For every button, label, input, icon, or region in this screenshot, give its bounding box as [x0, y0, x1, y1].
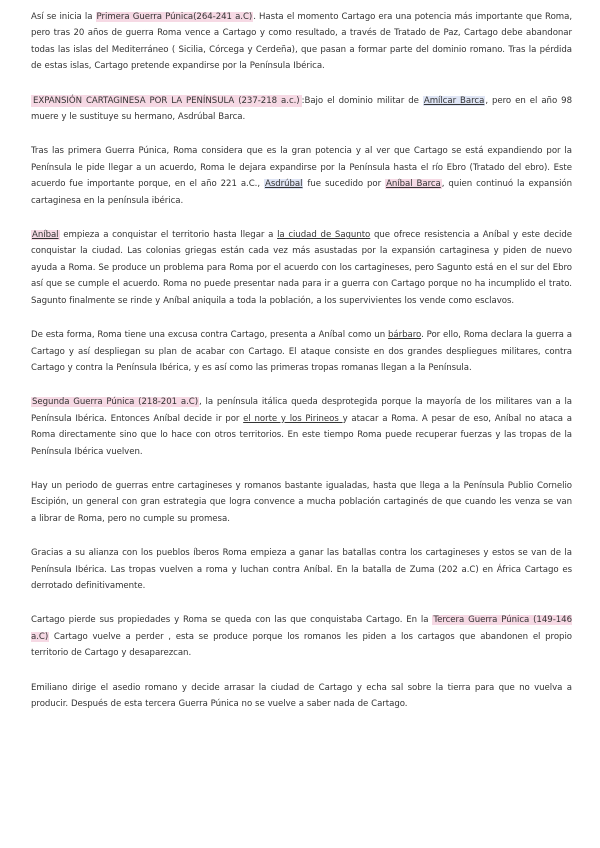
- paragraph-segunda-guerra: [31, 394, 572, 460]
- name-anibal-barca: Aníbal Barca: [386, 179, 441, 190]
- text: empieza a conquistar el territorio hasta llegar a: [59, 230, 278, 241]
- text: Gracias a su alianza con los pueblos íberos Roma empieza a ganar las batallas contra los cartagineses y estos se van de la Península Ibérica. Las tropas vuelven a roma y luchan contra Aníbal. En la batalla de Zuma (202 a.C) en África Cartago es derrotado definitivamente.: [31, 548, 572, 591]
- text: , la península itálica queda desprotegida porque la mayoría de los militares van a la Península Ibérica. Entonces Aníbal decide ir por: [31, 397, 573, 424]
- text: Emiliano dirige el asedio romano y decide arrasar la ciudad de Cartago y echa sal sobre la tierra para que no vuelva a producir. Después de esta tercera Guerra Púnica no se vuelve a saber nada de Cartago.: [31, 682, 572, 709]
- text: Cartago vuelve a perder , esta se produce porque los romanos les piden a los cartagos que abandonen el propio territorio de Cartago y desaparezcan.: [31, 631, 572, 659]
- name-asdrubal: Asdrúbal: [264, 179, 303, 190]
- paragraph-excusa: [31, 327, 572, 376]
- text: Así se inicia la: [31, 12, 96, 22]
- text: . Por ello, Roma declara la guerra a Cartago y así despliegan su plan de acabar con Cartago. El ataque consiste en dos grandes despliegues militares, contra Cartago y contra la Península Ibérica, y es así como las primeras tropas romanas llegan a la Península.: [31, 330, 572, 373]
- underline-barbaro: bárbaro: [387, 330, 422, 341]
- paragraph-tercera-guerra: [31, 612, 572, 661]
- text: :Bajo el dominio militar de: [301, 95, 423, 106]
- name-anibal: Aníbal: [32, 230, 59, 241]
- text: Hay un periodo de guerras entre cartagineses y romanos bastante igualadas, hasta que llega a la Península Publio Cornelio Escipión, un general con gran estrategia que logra convence a mucha población cartaginés de que cuando les venza se van a librar de Roma, pero no cumple su promesa.: [31, 480, 572, 524]
- highlight-segunda-guerra-punica: Segunda Guerra Púnica (218-201 a.C): [32, 397, 199, 408]
- underline-ciudad-sagunto: la ciudad de Sagunto: [277, 230, 371, 241]
- underline-norte-pirineos: el norte y los Pirineos: [243, 413, 343, 424]
- text: De esta forma, Roma tiene una excusa contra Cartago, presenta a Aníbal como un: [31, 330, 388, 341]
- paragraph-batalla-zuma: [31, 545, 572, 594]
- text: que ofrece resistencia a Aníbal y este decide conquistar la ciudad. Las colonias griegas están cada vez más asustadas por la expansión cartaginesa y piden de nuevo ayuda a Roma. Se produce un problema para Roma por el acuerdo con los cartagineses, pero Sagunto está en el sur del Ebro así que se cumple el acuerdo. Roma no puede presentar nada para ir a guerra con Cartago porque no ha incumplido el trato. Sagunto finalmente se rinde y Aníbal aniquila a toda la población, a los supervivientes los vende como esclavos.: [31, 230, 572, 306]
- highlight-primera-guerra-punica: Primera Guerra Púnica(264-241 a.C): [96, 12, 253, 22]
- paragraph-tratado-ebro: [31, 143, 572, 209]
- text: , quien continuó la expansión cartaginesa en la península ibérica.: [31, 179, 573, 206]
- paragraph-expansion-cartaginesa: [31, 93, 572, 126]
- name-amilcar-barca: Amílcar Barca: [423, 95, 485, 106]
- text: fue sucedido por: [303, 179, 386, 190]
- paragraph-emiliano: [31, 680, 572, 713]
- section-title-expansion: EXPANSIÓN CARTAGINESA POR LA PENÍNSULA (237-218 a.c.): [33, 95, 300, 106]
- text: , pero en el año 98 muere y le sustituye su hermano, Asdrúbal Barca.: [31, 95, 572, 123]
- text: Tras las primera Guerra Púnica, Roma considera que es la gran potencia y al ver que Cartago se está expandiendo por la Península le pide llegar a un acuerdo, Roma le dejara expandirse por la Península hasta el río Ebro (Tratado del ebro). Este acuerdo fue importante porque, en el año 221 a.C.,: [31, 146, 572, 190]
- text: Cartago pierde sus propiedades y Roma se queda con las que conquistaba Cartago. En la: [31, 615, 433, 626]
- paragraph-primera-guerra: [31, 9, 572, 75]
- text: y atacar a Roma. A pesar de eso, Aníbal no ataca a Roma directamente sino que lo hace con otros territorios. En este tiempo Roma puede recuperar fuerzas y las tropas de la Península Ibérica vuelven.: [31, 413, 572, 457]
- highlight-tercera-guerra-punica: Tercera Guerra Púnica (149-146 a.C): [31, 615, 572, 642]
- paragraph-escipion: [31, 478, 572, 527]
- text: . Hasta el momento Cartago era una potencia más importante que Roma, pero tras 20 años de guerra Roma vence a Cartago y como resultado, a través de Tratado de Paz, Cartago debe abandonar todas las islas del Mediterráneo ( Sicilia, Córcega y Cerdeña), que pasan a formar parte del dominio romano. Tras la pérdida de estas islas, Cartago pretende expandirse por la Península Ibérica.: [31, 12, 572, 72]
- paragraph-sagunto: [31, 227, 572, 309]
